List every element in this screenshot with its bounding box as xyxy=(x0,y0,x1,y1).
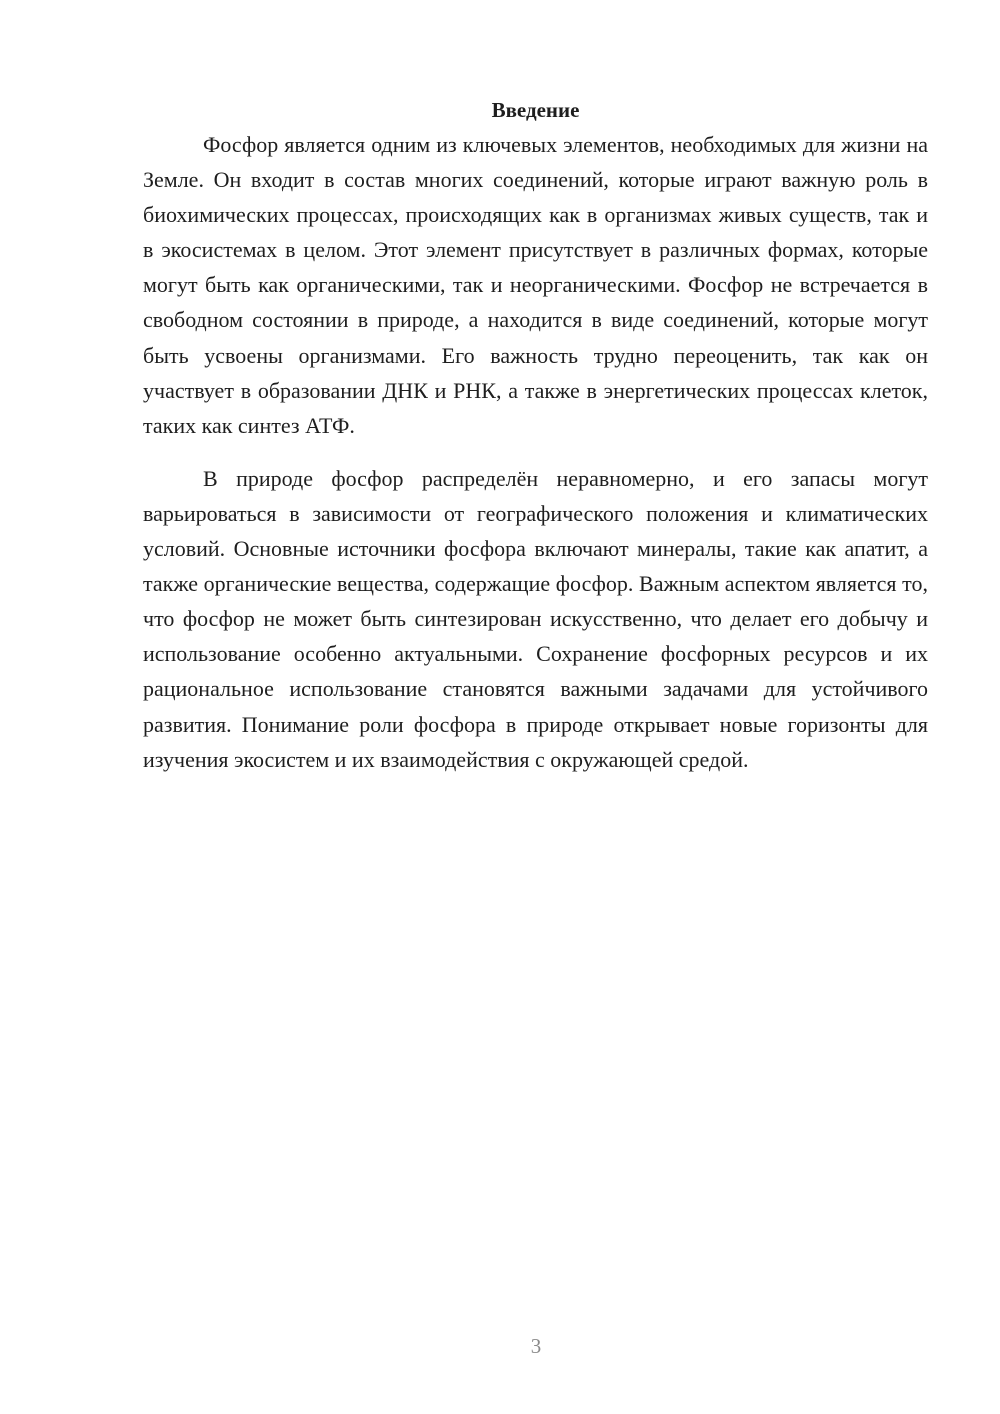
page-content xyxy=(143,94,928,777)
page-number: 3 xyxy=(530,1334,542,1358)
paragraph-2: В природе фосфор распределён неравномерно, и его запасы могут варьироваться в зависимости от географического положения и климатических условий. Основные источники фосфора включают минералы, такие как апатит, а также органические вещества, содержащие фосфор. Важным аспектом является то, что фосфор не может быть синтезирован искусственно, что делает его добычу и использование особенно актуальными. Сохранение фосфорных ресурсов и их рациональное использование становятся важными задачами для устойчивого развития. Понимание роли фосфора в природе открывает новые горизонты для изучения экосистем и их взаимодействия с окружающей средой. xyxy=(143,465,928,772)
section-title: Введение xyxy=(491,98,580,122)
paragraph-1: Фосфор является одним из ключевых элементов, необходимых для жизни на Земле. Он входит в состав многих соединений, которые играют важную роль в биохимических процессах, происходящих как в организмах живых существ, так и в экосистемах в целом. Этот элемент присутствует в различных формах, которые могут быть как органическими, так и неорганическими. Фосфор не встречается в свободном состоянии в природе, а находится в виде соединений, которые могут быть усвоены организмами. Его важность трудно переоценить, так как он участвует в образовании ДНК и РНК, а также в энергетических процессах клеток, таких как синтез АТФ. xyxy=(143,132,928,438)
